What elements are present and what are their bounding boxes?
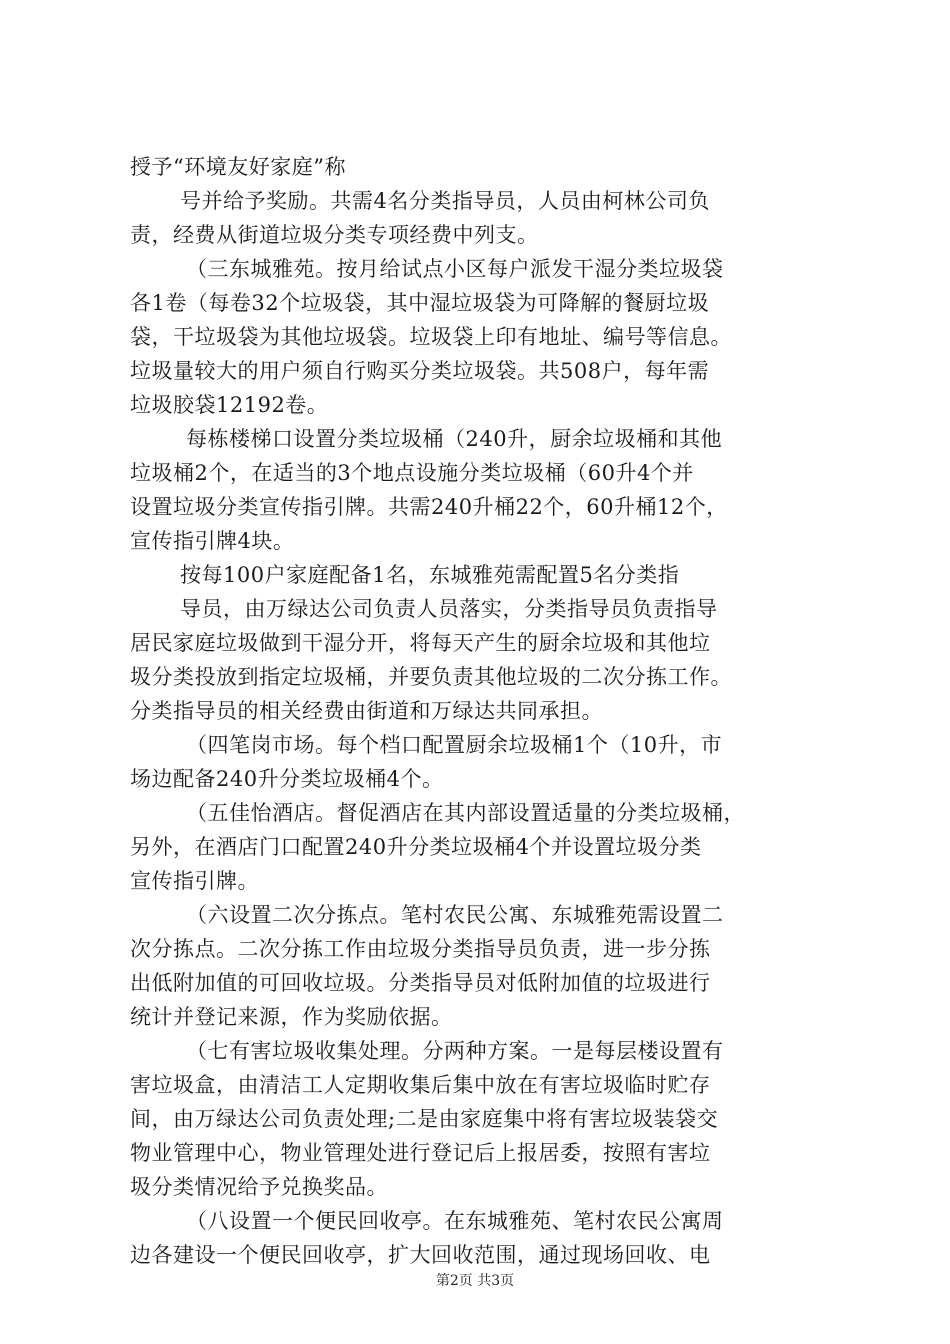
- text-line: 各1卷（每卷32个垃圾袋，其中湿垃圾袋为可降解的餐厨垃圾: [130, 291, 710, 315]
- text-line: （七有害垃圾收集处理。分两种方案。一是每层楼设置有: [186, 1039, 724, 1063]
- text-line: 每栋楼梯口设置分类垃圾桶（240升，厨余垃圾桶和其他: [186, 427, 723, 451]
- text-line: 圾分类投放到指定垃圾桶，并要负责其他垃圾的二次分拣工作。: [130, 665, 732, 689]
- page-footer: 第2页 共3页: [435, 1273, 515, 1289]
- text-line: 害垃圾盒，由清洁工人定期收集后集中放在有害垃圾临时贮存: [130, 1073, 711, 1097]
- text-line: （四笔岗市场。每个档口配置厨余垃圾桶1个（10升，市: [186, 733, 723, 757]
- text-line: 边各建设一个便民回收亭，扩大回收范围，通过现场回收、电: [130, 1243, 711, 1267]
- text-line: 设置垃圾分类宣传指引牌。共需240升桶22个，60升桶12个，: [130, 495, 728, 519]
- text-line: 授予“环境友好家庭”称: [130, 155, 346, 179]
- text-line: 间，由万绿达公司负责处理;二是由家庭集中将有害垃圾装袋交: [130, 1107, 719, 1131]
- text-line: 圾分类情况给予兑换奖品。: [130, 1175, 388, 1199]
- text-line: 统计并登记来源，作为奖励依据。: [130, 1005, 453, 1029]
- text-line: 物业管理中心，物业管理处进行登记后上报居委，按照有害垃: [130, 1141, 711, 1165]
- text-line: 分类指导员的相关经费由街道和万绿达共同承担。: [130, 699, 603, 723]
- text-line: （五佳怡酒店。督促酒店在其内部设置适量的分类垃圾桶，: [186, 801, 745, 825]
- text-line: 场边配备240升分类垃圾桶4个。: [130, 767, 444, 791]
- body-text: [130, 150, 850, 1272]
- text-line: 垃圾桶2个，在适当的3个地点设施分类垃圾桶（60升4个并: [130, 461, 694, 485]
- text-line: 另外，在酒店门口配置240升分类垃圾桶4个并设置垃圾分类: [130, 835, 702, 859]
- text-line: 居民家庭垃圾做到干湿分开，将每天产生的厨余垃圾和其他垃: [130, 631, 711, 655]
- text-line: 导员，由万绿达公司负责人员落实，分类指导员负责指导: [180, 597, 718, 621]
- text-line: 宣传指引牌4块。: [130, 529, 295, 553]
- text-line: 责，经费从街道垃圾分类专项经费中列支。: [130, 223, 539, 247]
- text-line: 宣传指引牌。: [130, 869, 259, 893]
- text-line: 号并给予奖励。共需4名分类指导员，人员由柯林公司负: [180, 189, 710, 213]
- text-line: 袋，干垃圾袋为其他垃圾袋。垃圾袋上印有地址、编号等信息。: [130, 325, 732, 349]
- text-line: （六设置二次分拣点。笔村农民公寓、东城雅苑需设置二: [186, 903, 724, 927]
- text-line: 出低附加值的可回收垃圾。分类指导员对低附加值的垃圾进行: [130, 971, 711, 995]
- text-line: 次分拣点。二次分拣工作由垃圾分类指导员负责，进一步分拣: [130, 937, 711, 961]
- text-line: （八设置一个便民回收亭。在东城雅苑、笔村农民公寓周: [186, 1209, 724, 1233]
- text-line: 垃圾量较大的用户须自行购买分类垃圾袋。共508户，每年需: [130, 359, 710, 383]
- text-line: 垃圾胶袋12192卷。: [130, 393, 329, 417]
- text-line: （三东城雅苑。按月给试点小区每户派发干湿分类垃圾袋: [186, 257, 724, 281]
- text-line: 按每100户家庭配备1名，东城雅苑需配置5名分类指: [180, 563, 680, 587]
